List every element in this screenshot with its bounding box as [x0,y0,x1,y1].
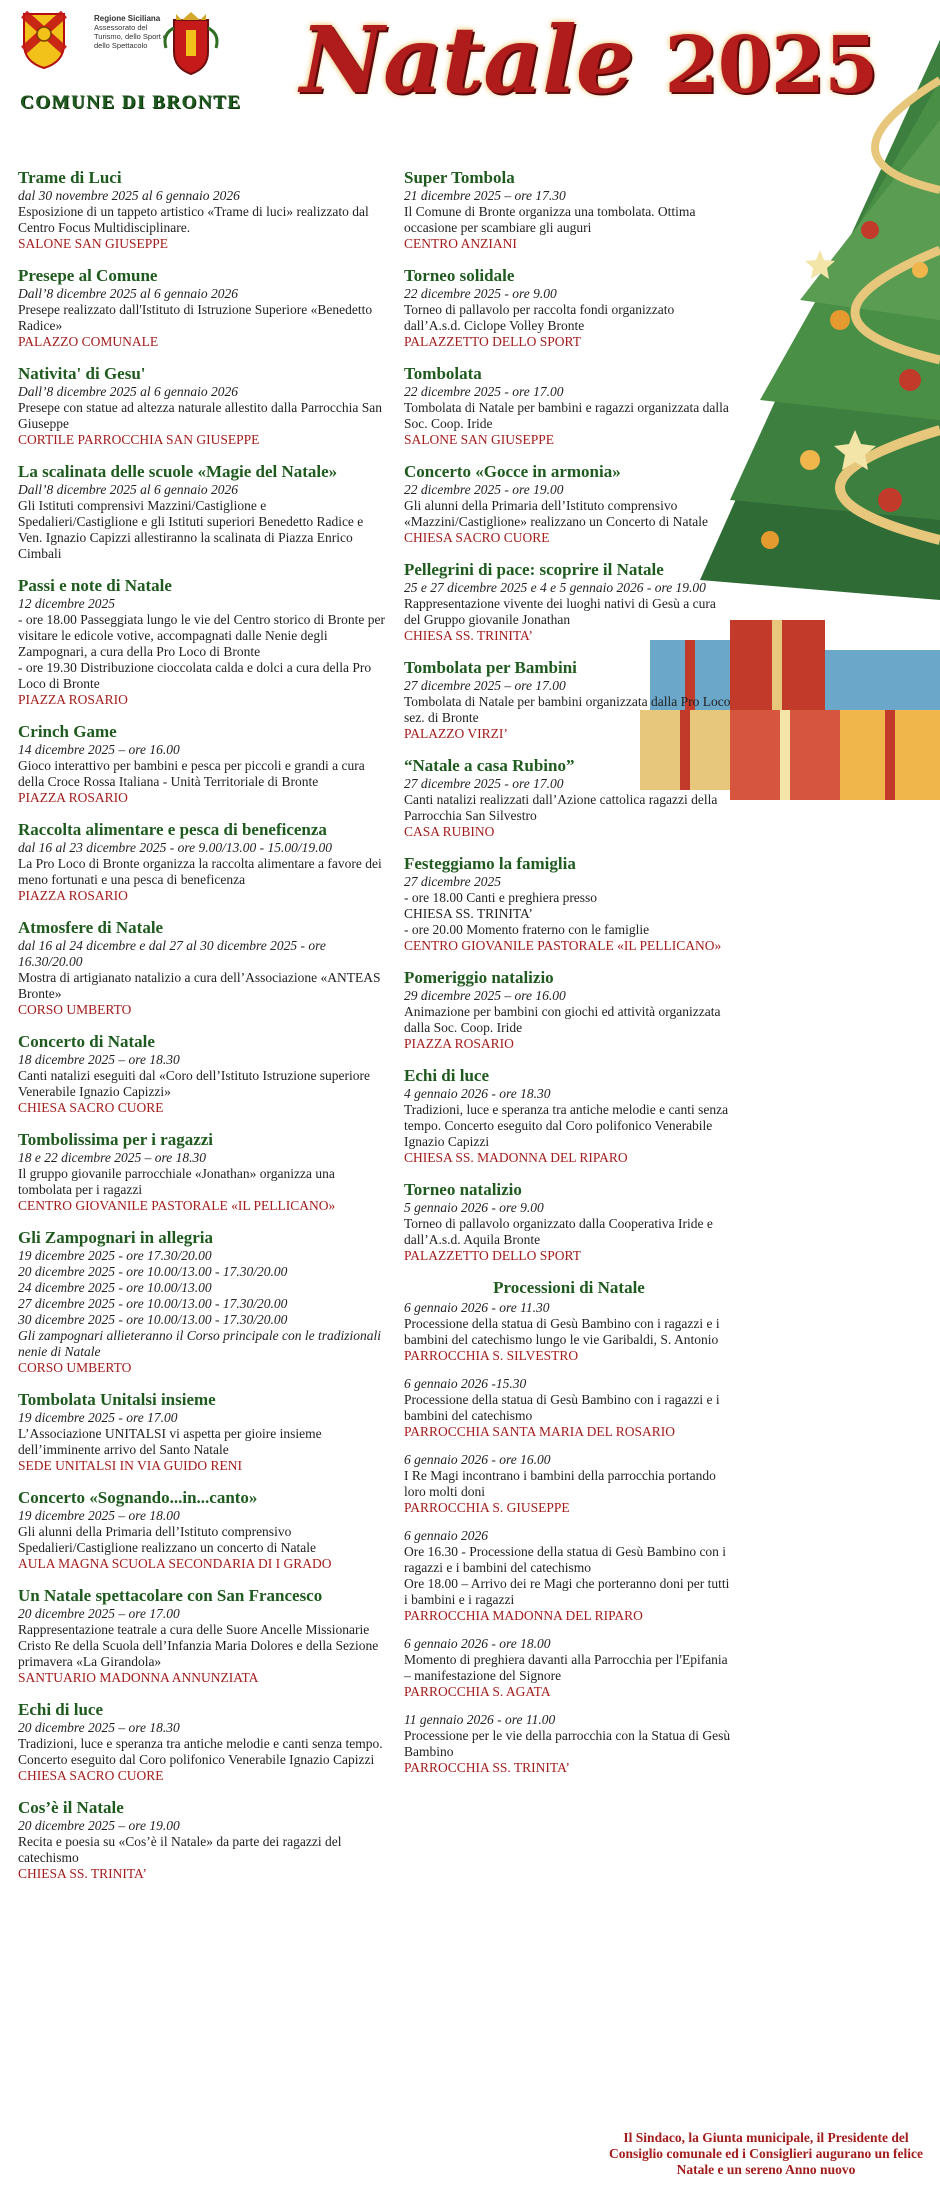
right-events-column [404,168,734,1788]
event-date: 18 dicembre 2025 – ore 18.30 [18,1052,180,1067]
event-item [18,1586,388,1686]
event-date: 27 dicembre 2025 [404,874,501,889]
event-item [18,462,388,562]
procession-item [404,1528,734,1624]
event-title: Torneo solidale [404,266,515,285]
event-date: 19 dicembre 2025 – ore 18.00 [18,1508,180,1523]
event-location: SEDE UNITALSI IN VIA GUIDO RENI [18,1458,243,1473]
event-description: Presepe realizzato dall'Istituto di Istruzione Superiore «Benedetto Radice» [18,302,373,333]
region-department: Assessorato del Turismo, dello Sport e dello Spettacolo [94,23,168,50]
event-title: Concerto «Gocce in armonia» [404,462,621,481]
event-item [18,168,388,252]
event-location: PIAZZA ROSARIO [404,1036,514,1051]
procession-date: 6 gennaio 2026 [404,1528,488,1543]
bronte-coat-of-arms-icon [162,8,220,78]
event-title: Cos’è il Natale [18,1798,124,1817]
procession-location: PARROCCHIA S. AGATA [404,1684,551,1699]
procession-date: 6 gennaio 2026 - ore 18.00 [404,1636,551,1651]
procession-location: PARROCCHIA S. GIUSEPPE [404,1500,570,1515]
procession-item [404,1376,734,1440]
event-title: Torneo natalizio [404,1180,522,1199]
event-title: Tombolata Unitalsi insieme [18,1390,216,1409]
event-date: 27 dicembre 2025 - ore 17.00 [404,776,564,791]
event-description: - ore 18.00 Passeggiata lungo le vie del Centro storico di Bronte per visitare le edicole votive, accompagnati dalle Nenie degli Zampognari, a cura della Pro Loco di Bronte - ore 19.30 Distribuzione cioccolata calda e dolci a cura della Pro Loco di Bronte [18,612,386,691]
event-description: Canti natalizi realizzati dall’Azione cattolica ragazzi della Parrocchia San Silvestro [404,792,718,823]
event-item [18,1390,388,1474]
event-date: 20 dicembre 2025 – ore 18.30 [18,1720,180,1735]
procession-location: PARROCCHIA S. SILVESTRO [404,1348,579,1363]
sicily-coat-of-arms-icon [20,10,68,70]
event-date: 27 dicembre 2025 – ore 17.00 [404,678,566,693]
event-title: Echi di luce [18,1700,104,1719]
event-date: 25 e 27 dicembre 2025 e 4 e 5 gennaio 2026 - ore 19.00 [404,580,706,595]
event-location: CORTILE PARROCCHIA SAN GIUSEPPE [18,432,260,447]
event-title: Presepe al Comune [18,266,158,285]
event-location: SALONE SAN GIUSEPPE [404,432,555,447]
event-item [18,1130,388,1214]
event-title: Concerto «Sognando...in...canto» [18,1488,258,1507]
comune-di-bronte-label: COMUNE DI BRONTE [20,92,242,113]
event-item [404,658,734,742]
event-date: dal 16 al 24 dicembre e dal 27 al 30 dicembre 2025 - ore 16.30/20.00 [18,938,326,969]
event-description: Tradizioni, luce e speranza tra antiche melodie e canti senza tempo. Concerto eseguito dal Coro polifonico Venerabile Ignazio Capizzi [404,1102,729,1149]
event-date: 20 dicembre 2025 – ore 19.00 [18,1818,180,1833]
procession-item [404,1452,734,1516]
procession-description: Processione della statua di Gesù Bambino con i ragazzi e i bambini del catechismo [404,1392,720,1423]
event-description: Rappresentazione teatrale a cura delle Suore Ancelle Missionarie Cristo Re della Scuola dell’Infanzia Maria Dolores e della Sezione primavera «La Girandola» [18,1622,379,1669]
procession-description: Ore 16.30 - Processione della statua di Gesù Bambino con i ragazzi e i bambini del catechismo Ore 18.00 – Arrivo dei re Magi che porteranno doni per tutti i bambini e i ragazzi [404,1544,730,1607]
event-title: Trame di Luci [18,168,122,187]
event-description: Tradizioni, luce e speranza tra antiche melodie e canti senza tempo. Concerto eseguito dal Coro polifonico Venerabile Ignazio Capizzi [18,1736,383,1767]
event-location: PIAZZA ROSARIO [18,692,128,707]
event-item [18,1798,388,1882]
title-year: 2025 [664,20,878,111]
event-location: CHIESA SS. TRINITA’ [404,628,533,643]
event-location: CASA RUBINO [404,824,495,839]
event-date: Dall’8 dicembre 2025 al 6 gennaio 2026 [18,384,238,399]
event-title: Festeggiamo la famiglia [404,854,576,873]
event-date: Dall’8 dicembre 2025 al 6 gennaio 2026 [18,482,238,497]
event-item [18,722,388,806]
event-description: Canti natalizi eseguiti dal «Coro dell’Istituto Istruzione superiore Venerabile Ignazio Capizzi» [18,1068,371,1099]
procession-description: Processione della statua di Gesù Bambino con i ragazzi e i bambini del catechismo lungo le vie Garibaldi, S. Antonio [404,1316,720,1347]
event-description: Il Comune di Bronte organizza una tombolata. Ottima occasione per scambiare gli auguri [404,204,696,235]
event-title: Gli Zampognari in allegria [18,1228,214,1247]
event-item [404,462,734,546]
event-date: 12 dicembre 2025 [18,596,115,611]
event-location: SALONE SAN GIUSEPPE [18,236,169,251]
procession-description: Processione per le vie della parrocchia con la Statua di Gesù Bambino [404,1728,731,1759]
event-date: 22 dicembre 2025 - ore 17.00 [404,384,564,399]
event-title: Passi e note di Natale [18,576,172,595]
event-item [404,854,734,954]
event-location: CENTRO GIOVANILE PASTORALE «IL PELLICANO» [404,938,722,953]
title-word: Natale [300,6,634,114]
event-location: CENTRO ANZIANI [404,236,517,251]
event-date: 22 dicembre 2025 - ore 19.00 [404,482,564,497]
event-description: Rappresentazione vivente dei luoghi nativi di Gesù a cura del Gruppo giovanile Jonathan [404,596,716,627]
event-location: CHIESA SACRO CUORE [18,1100,164,1115]
event-item [404,1180,734,1264]
procession-location: PARROCCHIA SS. TRINITA’ [404,1760,570,1775]
event-description: Gli Istituti comprensivi Mazzini/Castiglione e Spedalieri/Castiglione e gli Istituti superiori Benedetto Radice e Ven. Ignazio Capizzi allestiranno la scalinata di Piazza Enrico Cimbali [18,498,364,561]
event-item [404,968,734,1052]
event-location: PALAZZETTO DELLO SPORT [404,1248,581,1263]
closing-greeting: Il Sindaco, la Giunta municipale, il Presidente del Consiglio comunale ed i Consiglieri augurano un felice Natale e un sereno Anno nuovo [609,2130,923,2177]
event-title: Pomeriggio natalizio [404,968,554,987]
event-date: 21 dicembre 2025 – ore 17.30 [404,188,566,203]
procession-item [404,1300,734,1364]
event-date: 4 gennaio 2026 - ore 18.30 [404,1086,551,1101]
procession-date: 6 gennaio 2026 - ore 16.00 [404,1452,551,1467]
event-item [18,364,388,448]
event-item [18,1700,388,1784]
event-title: Atmosfere di Natale [18,918,164,937]
processions-section [404,1278,734,1776]
event-date: dal 30 novembre 2025 al 6 gennaio 2026 [18,188,240,203]
event-item [404,168,734,252]
region-name: Regione Siciliana [94,14,161,23]
event-date: dal 16 al 23 dicembre 2025 - ore 9.00/13.00 - 15.00/19.00 [18,840,332,855]
procession-location: PARROCCHIA MADONNA DEL RIPARO [404,1608,643,1623]
event-item [404,560,734,644]
event-date: 29 dicembre 2025 – ore 16.00 [404,988,566,1003]
event-location: PIAZZA ROSARIO [18,888,128,903]
event-date: 20 dicembre 2025 – ore 17.00 [18,1606,180,1621]
event-item [18,918,388,1018]
event-description: Presepe con statue ad altezza naturale allestito dalla Parrocchia San Giuseppe [18,400,382,431]
event-item [18,1488,388,1572]
event-description: Esposizione di un tappeto artistico «Trame di luci» realizzato dal Centro Focus Multidisciplinare. [18,204,369,235]
event-title: Echi di luce [404,1066,490,1085]
procession-item [404,1712,734,1776]
procession-date: 6 gennaio 2026 -15.30 [404,1376,527,1391]
event-description: Torneo di pallavolo organizzato dalla Cooperativa Iride e dall’A.s.d. Aquila Bronte [404,1216,713,1247]
event-location: PALAZZO COMUNALE [18,334,159,349]
procession-item [404,1636,734,1700]
procession-location: PARROCCHIA SANTA MARIA DEL ROSARIO [404,1424,675,1439]
event-title: Tombolata per Bambini [404,658,577,677]
event-location: CHIESA SACRO CUORE [404,530,550,545]
event-location: AULA MAGNA SCUOLA SECONDARIA DI I GRADO [18,1556,332,1571]
procession-date: 6 gennaio 2026 - ore 11.30 [404,1300,550,1315]
event-location: CHIESA SS. TRINITA’ [18,1866,147,1881]
event-title: La scalinata delle scuole «Magie del Natale» [18,462,338,481]
event-location: SANTUARIO MADONNA ANNUNZIATA [18,1670,259,1685]
procession-date: 11 gennaio 2026 - ore 11.00 [404,1712,556,1727]
event-location: CHIESA SS. MADONNA DEL RIPARO [404,1150,628,1165]
event-item [404,1066,734,1166]
event-date: Dall’8 dicembre 2025 al 6 gennaio 2026 [18,286,238,301]
event-description: Torneo di pallavolo per raccolta fondi organizzato dall’A.s.d. Ciclope Volley Bronte [404,302,675,333]
event-location: PALAZZETTO DELLO SPORT [404,334,581,349]
event-description: Mostra di artigianato natalizio a cura dell’Associazione «ANTEAS Bronte» [18,970,381,1001]
event-description: Recita e poesia su «Cos’è il Natale» da parte dei ragazzi del catechismo [18,1834,342,1865]
processions-title: Processioni di Natale [493,1278,645,1297]
procession-description: Momento di preghiera davanti alla Parrocchia per l'Epifania – manifestazione del Signore [404,1652,728,1683]
event-location: PIAZZA ROSARIO [18,790,128,805]
event-item [18,1032,388,1116]
event-title: Un Natale spettacolare con San Francesco [18,1586,323,1605]
event-title: Crinch Game [18,722,117,741]
event-location: CORSO UMBERTO [18,1360,132,1375]
event-location: CORSO UMBERTO [18,1002,132,1017]
event-item [404,364,734,448]
event-description: Gli alunni della Primaria dell’Istituto comprensivo «Mazzini/Castiglione» realizzano un Concerto di Natale [404,498,709,529]
event-description: - ore 18.00 Canti e preghiera presso CHIESA SS. TRINITA’ - ore 20.00 Momento fraterno con le famiglie [404,890,650,937]
event-item [18,266,388,350]
event-item [404,756,734,840]
procession-description: I Re Magi incontrano i bambini della parrocchia portando loro molti doni [404,1468,716,1499]
event-item [18,820,388,904]
event-date: 19 dicembre 2025 - ore 17.00 [18,1410,178,1425]
event-description: Gioco interattivo per bambini e pesca per piccoli e grandi a cura della Croce Rossa Italiana - Unità Territoriale di Bronte [18,758,365,789]
event-description: Animazione per bambini con giochi ed attività organizzata dalla Soc. Coop. Iride [404,1004,721,1035]
event-title: Super Tombola [404,168,515,187]
event-date: 19 dicembre 2025 - ore 17.30/20.00 20 dicembre 2025 - ore 10.00/13.00 - 17.30/20.00 24 dicembre 2025 - ore 10.00/13.00 27 dicembre 2025 - ore 10.00/13.00 - 17.30/20.00 30 dicembre 2025 - ore 10.00/13.00 - 17.30/20.00 Gli zampognari allieteranno il Corso principale con le tradizionali nenie di Natale [18,1248,381,1359]
event-description: Il gruppo giovanile parrocchiale «Jonathan» organizza una tombolata per i ragazzi [18,1166,335,1197]
event-date: 22 dicembre 2025 - ore 9.00 [404,286,557,301]
event-title: Tombolata [404,364,482,383]
event-title: Raccolta alimentare e pesca di beneficenza [18,820,327,839]
event-date: 5 gennaio 2026 - ore 9.00 [404,1200,544,1215]
event-date: 18 e 22 dicembre 2025 – ore 18.30 [18,1150,206,1165]
left-events-column [18,168,388,1896]
event-item [18,576,388,708]
event-title: Concerto di Natale [18,1032,155,1051]
event-title: Tombolissima per i ragazzi [18,1130,214,1149]
event-description: La Pro Loco di Bronte organizza la raccolta alimentare a favore dei meno fortunati e una pesca di beneficenza [18,856,382,887]
event-location: CHIESA SACRO CUORE [18,1768,164,1783]
event-description: Gli alunni della Primaria dell’Istituto comprensivo Spedalieri/Castiglione realizzano un concerto di Natale [18,1524,317,1555]
event-location: CENTRO GIOVANILE PASTORALE «IL PELLICANO» [18,1198,336,1213]
event-title: Pellegrini di pace: scoprire il Natale [404,560,664,579]
event-title: Nativita' di Gesu' [18,364,146,383]
event-location: PALAZZO VIRZI’ [404,726,508,741]
event-date: 14 dicembre 2025 – ore 16.00 [18,742,180,757]
event-description: L’Associazione UNITALSI vi aspetta per gioire insieme dell’imminente arrivo del Santo Natale [18,1426,322,1457]
event-description: Tombolata di Natale per bambini e ragazzi organizzata dalla Soc. Coop. Iride [404,400,729,431]
event-item [404,266,734,350]
event-description: Tombolata di Natale per bambini organizzata dalla Pro Loco sez. di Bronte [404,694,731,725]
event-title: “Natale a casa Rubino” [404,756,575,775]
event-item [18,1228,388,1376]
